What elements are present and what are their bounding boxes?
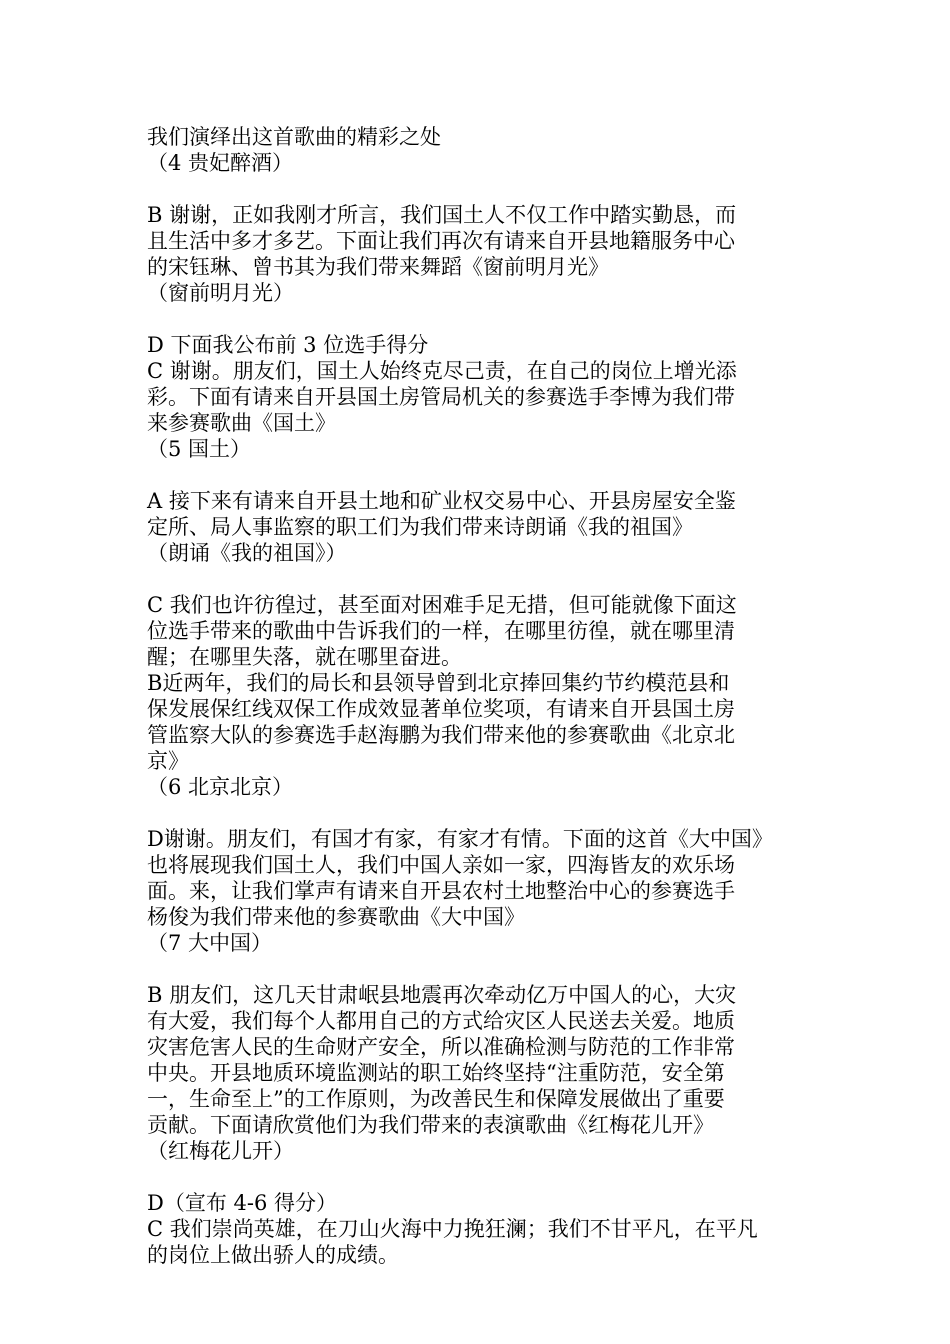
paragraph bbox=[147, 982, 812, 1164]
text-line: C 我们也许彷徨过，甚至面对困难手足无措，但可能就像下面这 bbox=[147, 593, 737, 617]
text-line: 且生活中多才多艺。下面让我们再次有请来自开县地籍服务中心 bbox=[147, 229, 735, 253]
text-line: 面。来，让我们掌声有请来自开县农村土地整治中心的参赛选手 bbox=[147, 879, 735, 903]
paragraph bbox=[147, 332, 812, 462]
text-line: B 谢谢，正如我刚才所言，我们国土人不仅工作中踏实勤恳，而 bbox=[147, 203, 737, 227]
text-line: C 我们崇尚英雄，在刀山火海中力挽狂澜；我们不甘平凡，在平凡 bbox=[147, 1217, 758, 1241]
text-line: 的岗位上做出骄人的成绩。 bbox=[147, 1243, 399, 1267]
text-line: 京》 bbox=[147, 749, 189, 773]
text-line: 彩。下面有请来自开县国土房管局机关的参赛选手李博为我们带 bbox=[147, 385, 735, 409]
text-line: D（宣布 4-6 得分） bbox=[147, 1191, 338, 1215]
paragraph bbox=[147, 124, 812, 176]
text-line: 也将展现我们国土人，我们中国人亲如一家，四海皆友的欢乐场 bbox=[147, 853, 735, 877]
text-line: 中央。开县地质环境监测站的职工始终坚持“注重防范，安全第 bbox=[147, 1061, 725, 1085]
text-line: B近两年，我们的局长和县领导曾到北京捧回集约节约模范县和 bbox=[147, 671, 730, 695]
text-line: （窗前明月光） bbox=[147, 281, 294, 305]
text-line: 位选手带来的歌曲中告诉我们的一样，在哪里彷徨，就在哪里清 bbox=[147, 619, 735, 643]
document-body bbox=[147, 124, 812, 1268]
text-line: D 下面我公布前 3 位选手得分 bbox=[147, 333, 429, 357]
text-line: C 谢谢。朋友们，国土人始终克尽己责，在自己的岗位上增光添 bbox=[147, 359, 737, 383]
paragraph bbox=[147, 488, 812, 566]
text-line: 有大爱，我们每个人都用自己的方式给灾区人民送去关爱。地质 bbox=[147, 1009, 735, 1033]
text-line: 的宋钰琳、曾书其为我们带来舞蹈《窗前明月光》 bbox=[147, 255, 609, 279]
text-line: （朗诵《我的祖国》） bbox=[147, 541, 347, 565]
text-line: B 朋友们，这几天甘肃岷县地震再次牵动亿万中国人的心，大灾 bbox=[147, 983, 737, 1007]
text-line: （7 大中国） bbox=[147, 931, 273, 955]
text-line: 一，生命至上”的工作原则，为改善民生和保障发展做出了重要 bbox=[147, 1087, 725, 1111]
text-line: （4 贵妃醉酒） bbox=[147, 151, 294, 175]
text-line: （5 国土） bbox=[147, 437, 252, 461]
text-line: 来参赛歌曲《国土》 bbox=[147, 411, 336, 435]
text-line: 我们演绎出这首歌曲的精彩之处 bbox=[147, 125, 441, 149]
paragraph bbox=[147, 826, 812, 956]
text-line: D谢谢。朋友们，有国才有家，有家才有情。下面的这首《大中国》 bbox=[147, 827, 773, 851]
text-line: 管监察大队的参赛选手赵海鹏为我们带来他的参赛歌曲《北京北 bbox=[147, 723, 735, 747]
text-line: 杨俊为我们带来他的参赛歌曲《大中国》 bbox=[147, 905, 525, 929]
paragraph bbox=[147, 592, 812, 800]
text-line: 定所、局人事监察的职工们为我们带来诗朗诵《我的祖国》 bbox=[147, 515, 693, 539]
text-line: 醒；在哪里失落，就在哪里奋进。 bbox=[147, 645, 462, 669]
text-line: （红梅花儿开） bbox=[147, 1139, 294, 1163]
text-line: 贡献。下面请欣赏他们为我们带来的表演歌曲《红梅花儿开》 bbox=[147, 1113, 714, 1137]
paragraph bbox=[147, 1190, 812, 1268]
text-line: A 接下来有请来自开县土地和矿业权交易中心、开县房屋安全鉴 bbox=[147, 489, 736, 513]
paragraph bbox=[147, 202, 812, 306]
text-line: 保发展保红线双保工作成效显著单位奖项，有请来自开县国土房 bbox=[147, 697, 735, 721]
text-line: 灾害危害人民的生命财产安全，所以准确检测与防范的工作非常 bbox=[147, 1035, 735, 1059]
text-line: （6 北京北京） bbox=[147, 775, 294, 799]
